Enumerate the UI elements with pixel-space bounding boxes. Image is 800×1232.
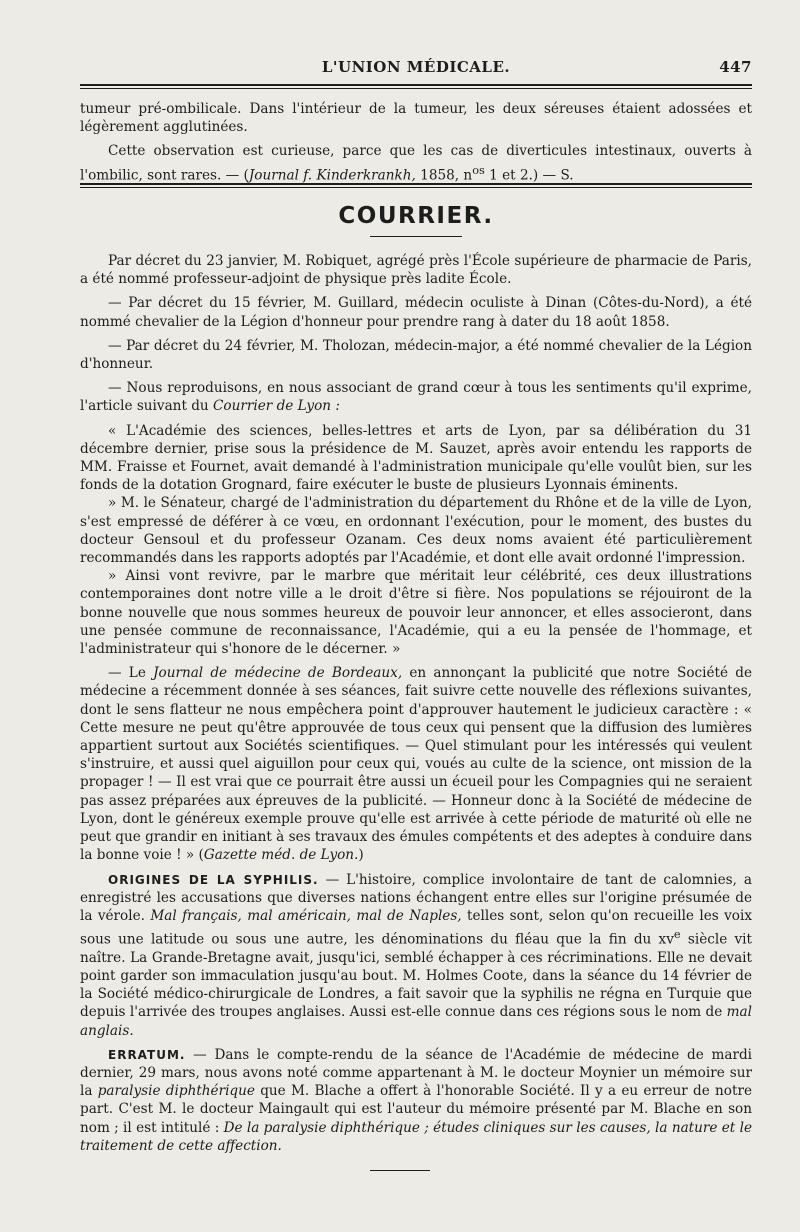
end-rule [370, 1170, 430, 1171]
running-header [80, 58, 752, 82]
paragraph: — Par décret du 24 février, M. Tholozan, médecin-major, a été nommé chevalier de la Légion d'honneur. [80, 337, 752, 373]
paragraph [80, 379, 752, 415]
paragraph: » Ainsi vont revivre, par le marbre que méritait leur célébrité, ces deux illustrations contemporaines dont notre ville a le droit d'être si fière. Nos populations se réjouiront de la bonne nouvelle que nous sommes heureux de pouvoir leur annoncer, et elles associeront, dans une pensée commune de reconnaissance, l'Académie, qui a eu la pensée de l'hommage, et l'administrateur qui s'honore de le décerner. » [80, 568, 752, 658]
journal-citation: Journal f. Kinderkrankh, [248, 167, 416, 184]
text-run: — Le [108, 665, 154, 682]
superscript: os [472, 162, 485, 177]
paragraph-heading: ERRATUM. [108, 1047, 186, 1062]
paragraph-heading: ORIGINES DE LA SYPHILIS. [108, 872, 319, 887]
text-run: en annonçant la publicité que notre Société de médecine a récemment donnée à ses séances, fait suivre cette nouvelle des réflexions suivantes, dont le sens flatteur ne nous empêchera point d'approuver hautement le judicieux caractère : « Cette mesure ne peut qu'être approuvée de tous ceux qui pensent que la diffusion des lumières appartient surtout aux Sociétés scientifiques. — Quel stimulant pour les intéressés qui veulent s'instruire, et aussi quel aiguillon pour ceux qui, voués au culte de la science, ont mission de la propager ! — Il est vrai que ce pourrait être aussi un écueil pour les Compagnies qui ne seraient pas assez préparées aux épreuves de la publicité. — Honneur donc à la Société de médecine de Lyon, dont le généreux exemple prouve qu'elle est arrivée à cette période de maturité où elle ne peut que grandir en initiant à ses travaux des émules compétents et des adeptes à conduire dans la bonne voie ! » ( [80, 665, 752, 864]
italic-run: paralysie diphthérique [97, 1083, 255, 1100]
journal-title: L'UNION MÉDICALE. [321, 58, 511, 76]
text-run: ) [358, 847, 364, 864]
journal-citation: Gazette méd. de Lyon. [203, 847, 359, 864]
paragraph [80, 142, 752, 184]
text-run: — L'histoire, complice involontaire de tant de calomnies, a enregistré les accusations que diverses nations échangent entre elles sur l'origine présumée de la vérole. [80, 871, 752, 924]
paragraph [80, 664, 752, 864]
text-run: telles sont, selon qu'on recueille les voix sous une latitude ou sous une autre, les dénominations du fléau que la fin du xv [80, 907, 752, 948]
journal-citation: Courrier de Lyon : [213, 398, 340, 415]
courrier-section [80, 252, 752, 1161]
paragraph: — Par décret du 15 février, M. Guillard, médecin oculiste à Dinan (Côtes-du-Nord), a été nommé chevalier de la Légion d'honneur pour prendre rang à dater du 18 août 1858. [80, 295, 752, 330]
page-number: 447 [719, 58, 752, 76]
text-run: Cette observation est curieuse, parce que les cas de diverticules intestinaux, ouverts à l'ombilic, sont rares. — ( [80, 143, 752, 184]
text-run: — Dans le compte-rendu de la séance de l'Académie de médecine de mardi dernier, 29 mars, nous avons noté comme appartenant à M. le docteur Moynier un mémoire sur la [80, 1046, 752, 1100]
journal-citation: Journal de médecine de Bordeaux, [153, 665, 403, 682]
superscript: e [673, 927, 681, 942]
paragraph: » M. le Sénateur, chargé de l'administration du département du Rhône et de la ville de Lyon, s'est empressé de déférer à ce vœu, en ordonnant l'exécution, pour le moment, des bustes du docteur Gensoul et du professeur Ozanam. Ces deux noms avaient été particulièrement recommandés dans les rapports adoptés par l'Académie, et dont elle avait ordonné l'impression. [80, 495, 752, 567]
text-run: siècle vit naître. La Grande-Bretagne avait, jusqu'ici, semblé échapper à ces récriminations. Elle ne devait point garder son immaculation jusqu'au bout. M. Holmes Coote, dans la séance du 14 février de la Société médico-chirurgicale de Londres, a fait savoir que la syphilis ne régna en Turquie que depuis l'arrivée des troupes anglaises. Aussi est-elle connue dans ces régions sous le nom de [80, 931, 752, 1021]
italic-run: De la paralysie diphthérique ; études cliniques sur les causes, la nature et le traitement de cette affection. [80, 1119, 752, 1154]
origines-paragraph [80, 871, 752, 1040]
section-rule-thin [80, 187, 752, 188]
paragraph: « L'Académie des sciences, belles-lettres et arts de Lyon, par sa délibération du 31 décembre dernier, prise sous la présidence de M. Sauzet, après avoir entendu les rapports de MM. Fraisse et Fournet, avait demandé à l'administration municipale qu'elle voulût bien, sur les fonds de la dotation Grognard, faire exécuter le buste de plusieurs Lyonnais éminents. [80, 422, 752, 494]
paragraph: Par décret du 23 janvier, M. Robiquet, agrégé près l'École supérieure de pharmacie de Paris, a été nommé professeur-adjoint de physique près ladite École. [80, 253, 752, 288]
erratum-paragraph [80, 1046, 752, 1155]
previous-article-end [80, 100, 752, 190]
italic-run: Mal français, mal américain, mal de Naples, [150, 907, 462, 924]
section-rule [80, 183, 752, 185]
text-run: que M. Blache a offert à l'honorable Société. Il y a eu erreur de notre part. C'est M. le docteur Maingault qui est l'auteur du mémoire présenté par M. Blache en son nom ; il est intitulé : [80, 1083, 752, 1136]
header-rule-thin [80, 88, 752, 89]
title-underline [370, 236, 462, 237]
text-run: 1858, n [415, 167, 473, 184]
paragraph: tumeur pré-ombilicale. Dans l'intérieur de la tumeur, les deux séreuses étaient adossées et légèrement agglutinées. [80, 101, 752, 136]
text-run: 1 et 2.) — S. [484, 167, 574, 184]
header-rule [80, 84, 752, 86]
italic-run: mal anglais. [80, 1004, 752, 1039]
text-run: — Nous reproduisons, en nous associant de grand cœur à tous les sentiments qu'il exprime, l'article suivant du [80, 380, 752, 415]
section-title: COURRIER. [338, 203, 494, 229]
